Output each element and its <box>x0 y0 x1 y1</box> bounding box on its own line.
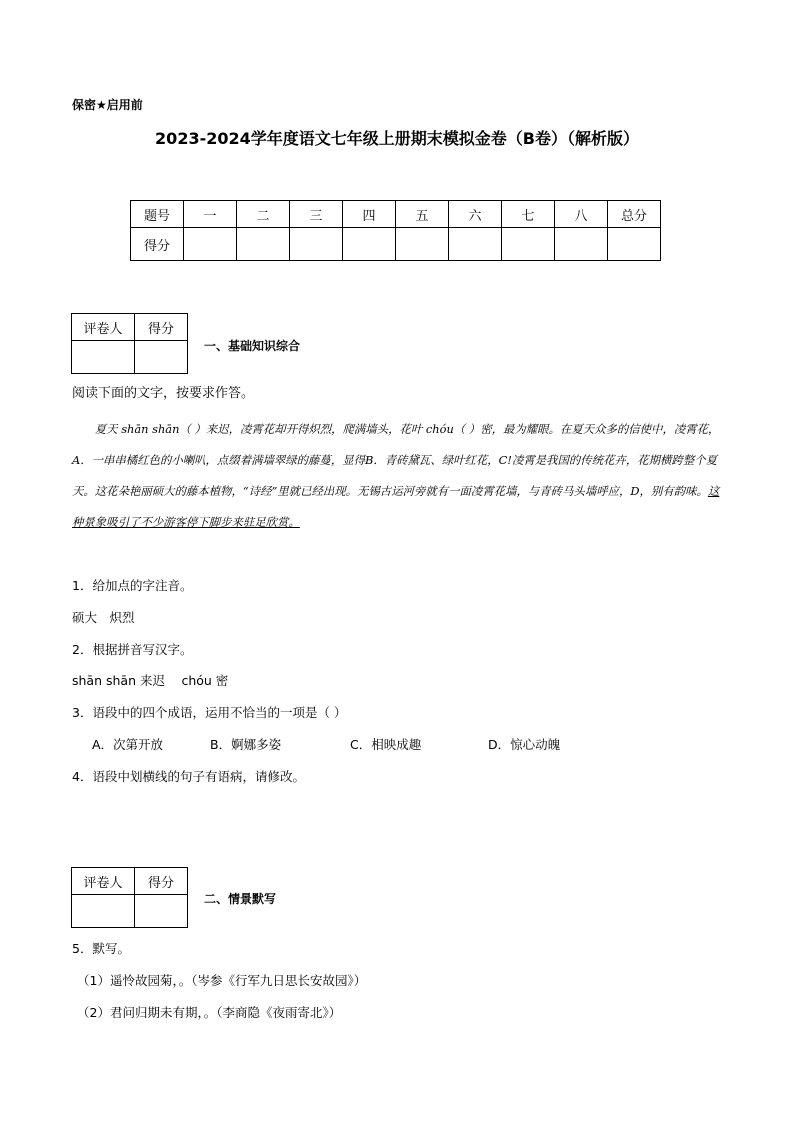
score-cell: 七 <box>502 201 555 228</box>
recitation-item-2: （2）君问归期未有期，。（李商隐《夜雨寄北》） <box>77 1005 342 1020</box>
confidential-label: 保密★启用前 <box>72 98 143 112</box>
score-input-cell[interactable] <box>555 228 608 261</box>
grader-input-cell[interactable] <box>72 895 135 928</box>
score-cell: 总分 <box>608 201 661 228</box>
score-cell: 五 <box>396 201 449 228</box>
grader-input-cell[interactable] <box>72 341 135 374</box>
score-cell: 八 <box>555 201 608 228</box>
underlined-sentence: 这种景象吸引了不少游客停下脚步来驻足欣赏。 <box>72 484 720 529</box>
grader-box <box>71 867 188 928</box>
question-3: 3．语段中的四个成语，运用不恰当的一项是（ ） <box>72 705 347 720</box>
score-input-cell[interactable] <box>343 228 396 261</box>
score-input-cell[interactable] <box>608 228 661 261</box>
section-title: 二、情景默写 <box>204 892 277 906</box>
score-table-header-row <box>131 201 661 228</box>
score-input-cell[interactable] <box>502 228 555 261</box>
recitation-item-1: （1）遥怜故园菊，。（岑参《行军九日思长安故园》） <box>77 973 367 988</box>
grader-score-input-cell[interactable] <box>135 895 188 928</box>
score-cell: 四 <box>343 201 396 228</box>
score-cell: 三 <box>290 201 343 228</box>
option-d[interactable]: D．惊心动魄 <box>488 737 561 752</box>
question-1: 1．给加点的字注音。 <box>72 578 193 593</box>
option-b[interactable]: B．婀娜多姿 <box>210 737 282 752</box>
question-5: 5．默写。 <box>72 941 130 956</box>
exam-title: 2023-2024学年度语文七年级上册期末模拟金卷（B卷）（解析版） <box>155 129 639 148</box>
score-row-label: 得分 <box>131 228 184 261</box>
reading-passage <box>72 414 724 538</box>
grader-box <box>71 313 188 374</box>
score-cell: 二 <box>237 201 290 228</box>
score-input-cell[interactable] <box>449 228 502 261</box>
score-input-cell[interactable] <box>184 228 237 261</box>
score-cell: 题号 <box>131 201 184 228</box>
grader-score-input-cell[interactable] <box>135 341 188 374</box>
question-4: 4．语段中划横线的句子有语病，请修改。 <box>72 769 305 784</box>
score-cell: 一 <box>184 201 237 228</box>
score-input-cell[interactable] <box>396 228 449 261</box>
question-2-words: shān shān 来迟 chóu 密 <box>72 673 229 688</box>
score-table <box>130 200 661 261</box>
question-2: 2．根据拼音写汉字。 <box>72 642 193 657</box>
score-input-cell[interactable] <box>237 228 290 261</box>
score-cell: 六 <box>449 201 502 228</box>
section-title: 一、基础知识综合 <box>204 339 301 353</box>
score-input-cell[interactable] <box>290 228 343 261</box>
grader-label: 评卷人 <box>72 868 135 895</box>
score-table-score-row <box>131 228 661 261</box>
option-a[interactable]: A．次第开放 <box>92 737 164 752</box>
question-3-options <box>92 735 560 753</box>
grader-label: 评卷人 <box>72 314 135 341</box>
passage-text: 夏天 shān shān（ ）来迟，凌霄花却开得炽烈，爬满墙头，花叶 chóu（ ）密，最为耀眼。在夏天众多的信使中，凌霄花，A．一串串橘红色的小喇叭，点缀着满墙翠绿的藤蔓，显得B．青砖黛瓦、绿叶红花，C!凌霄是我国的传统花卉，花期横跨整个夏天。这花朵艳丽硕大的藤本植物，“诗经”里就已经出现。无锡古运河旁就有一面凌霄花墙，与青砖马头墙呼应，D，别有韵味。 <box>72 422 720 498</box>
question-1-words: 硕大 炽烈 <box>72 610 135 625</box>
grader-score-label: 得分 <box>135 314 188 341</box>
grader-score-label: 得分 <box>135 868 188 895</box>
section-intro: 阅读下面的文字，按要求作答。 <box>72 386 255 401</box>
option-c[interactable]: C．相映成趣 <box>350 737 422 752</box>
